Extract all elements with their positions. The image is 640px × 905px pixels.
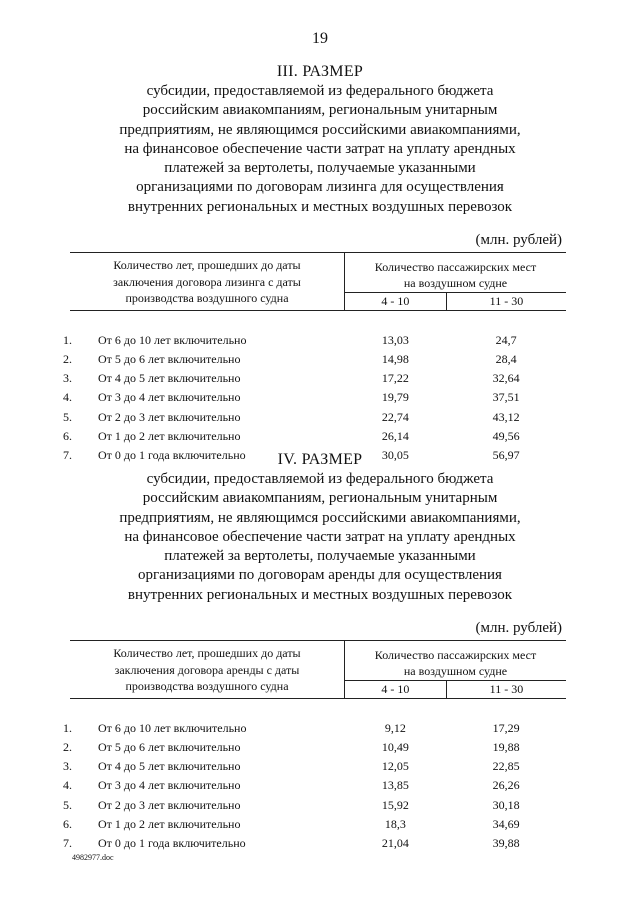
subsidy-table xyxy=(63,252,566,465)
page-number: 19 xyxy=(312,30,328,47)
row-label: От 6 до 10 лет включительно xyxy=(98,720,247,735)
row-number: 1. xyxy=(63,720,72,735)
row-number: 6. xyxy=(63,428,72,443)
value-4-10: 17,22 xyxy=(381,371,409,386)
header-line: производства воздушного судна xyxy=(125,679,289,694)
header-col-4-10: 4 - 10 xyxy=(345,293,447,311)
value-4-10: 22,74 xyxy=(381,409,409,424)
row-label: От 2 до 3 лет включительно xyxy=(98,409,241,424)
value-4-10: 13,03 xyxy=(381,332,409,347)
header-years xyxy=(70,641,345,699)
unit-label: (млн. рублей) xyxy=(475,232,562,249)
row-number: 7. xyxy=(63,448,72,463)
row-number: 2. xyxy=(63,740,72,755)
row-label: От 1 до 2 лет включительно xyxy=(98,816,241,831)
table-row xyxy=(70,776,566,795)
table-row xyxy=(70,834,566,853)
value-11-30: 56,97 xyxy=(492,448,520,463)
row-label: От 0 до 1 года включительно xyxy=(98,836,246,851)
section-rental xyxy=(0,450,640,853)
header-line: Количество пассажирских мест xyxy=(374,259,537,274)
value-11-30: 39,88 xyxy=(492,836,520,851)
value-4-10: 26,14 xyxy=(381,428,409,443)
unit-label: (млн. рублей) xyxy=(475,620,562,637)
table-row xyxy=(70,331,566,350)
description-line: субсидии, предоставляемой из федерального бюджета xyxy=(146,471,494,487)
value-4-10: 13,85 xyxy=(381,778,409,793)
section-description xyxy=(60,470,580,605)
row-number: 5. xyxy=(63,797,72,812)
description-line: внутренних региональных и местных воздушных перевозок xyxy=(127,586,513,603)
header-line: заключения договора аренды с даты xyxy=(114,662,300,677)
row-label: От 5 до 6 лет включительно xyxy=(98,352,241,367)
description-line: субсидии, предоставляемой из федерального бюджета xyxy=(146,83,494,99)
row-number: 3. xyxy=(63,759,72,774)
description-line: платежей за вертолеты, получаемые указанными xyxy=(164,548,476,565)
table-row xyxy=(70,350,566,369)
table-row xyxy=(70,388,566,407)
description-line: на финансовое обеспечение части затрат на уплату арендных xyxy=(124,528,516,545)
value-4-10: 21,04 xyxy=(381,836,409,851)
row-label: От 4 до 5 лет включительно xyxy=(98,759,241,774)
description-line: российским авиакомпаниям, региональным унитарным xyxy=(142,102,498,119)
description-line: организациями по договорам лизинга для осуществления xyxy=(136,179,504,196)
table-row xyxy=(70,738,566,757)
row-label: От 3 до 4 лет включительно xyxy=(98,390,241,405)
value-11-30: 34,69 xyxy=(492,816,520,831)
row-label: От 4 до 5 лет включительно xyxy=(98,371,241,386)
description-line: на финансовое обеспечение части затрат на уплату арендных xyxy=(124,140,516,157)
header-line: на воздушном судне xyxy=(403,275,508,290)
header-line: производства воздушного судна xyxy=(125,291,289,306)
row-label: От 5 до 6 лет включительно xyxy=(98,740,241,755)
section-description xyxy=(60,82,580,217)
header-line: Количество пассажирских мест xyxy=(374,647,537,662)
description-line: российским авиакомпаниям, региональным унитарным xyxy=(142,490,498,507)
header-col-11-30: 11 - 30 xyxy=(446,293,566,311)
header-years xyxy=(70,253,345,311)
document-filename: 4982977.doc xyxy=(72,853,114,862)
section-leasing xyxy=(0,62,640,465)
value-11-30: 22,85 xyxy=(492,759,520,774)
header-line: Количество лет, прошедших до даты xyxy=(113,258,301,273)
row-number: 2. xyxy=(63,352,72,367)
value-11-30: 32,64 xyxy=(492,371,520,386)
value-11-30: 49,56 xyxy=(492,428,520,443)
value-4-10: 10,49 xyxy=(381,740,409,755)
row-number: 4. xyxy=(63,390,72,405)
description-line: внутренних региональных и местных воздушных перевозок xyxy=(127,198,513,215)
value-11-30: 24,7 xyxy=(495,332,517,347)
value-11-30: 30,18 xyxy=(492,797,520,812)
value-11-30: 43,12 xyxy=(492,409,520,424)
value-4-10: 19,79 xyxy=(381,390,409,405)
row-number: 4. xyxy=(63,778,72,793)
row-number: 7. xyxy=(63,836,72,851)
row-label: От 6 до 10 лет включительно xyxy=(98,332,247,347)
table-row xyxy=(70,757,566,776)
row-number: 1. xyxy=(63,332,72,347)
value-4-10: 9,12 xyxy=(384,720,406,735)
header-col-4-10: 4 - 10 xyxy=(345,681,447,699)
section-title: IV. РАЗМЕР xyxy=(277,451,363,468)
row-number: 6. xyxy=(63,816,72,831)
section-title: III. РАЗМЕР xyxy=(276,63,364,80)
subsidy-table xyxy=(63,640,566,853)
row-number: 3. xyxy=(63,371,72,386)
value-11-30: 37,51 xyxy=(492,390,520,405)
row-number: 5. xyxy=(63,409,72,424)
description-line: платежей за вертолеты, получаемые указанными xyxy=(164,160,476,177)
row-label: От 1 до 2 лет включительно xyxy=(98,428,241,443)
header-seats xyxy=(345,253,567,293)
header-seats xyxy=(345,641,567,681)
value-4-10: 30,05 xyxy=(381,448,409,463)
description-line: предприятиям, не являющимся российскими авиакомпаниями, xyxy=(119,509,521,526)
description-line: организациями по договорам аренды для осуществления xyxy=(138,567,502,584)
row-label: От 3 до 4 лет включительно xyxy=(98,778,241,793)
value-11-30: 26,26 xyxy=(492,778,520,793)
value-4-10: 18,3 xyxy=(384,816,406,831)
value-4-10: 12,05 xyxy=(381,759,409,774)
table-row xyxy=(70,795,566,814)
table-row xyxy=(70,815,566,834)
description-line: предприятиям, не являющимся российскими авиакомпаниями, xyxy=(119,121,521,138)
table-row xyxy=(70,427,566,446)
header-line: Количество лет, прошедших до даты xyxy=(113,646,301,661)
value-4-10: 14,98 xyxy=(381,352,409,367)
header-line: заключения договора лизинга с даты xyxy=(113,274,301,289)
value-11-30: 17,29 xyxy=(492,720,520,735)
value-11-30: 19,88 xyxy=(492,740,520,755)
header-line: на воздушном судне xyxy=(403,663,508,678)
header-col-11-30: 11 - 30 xyxy=(446,681,566,699)
value-4-10: 15,92 xyxy=(381,797,409,812)
value-11-30: 28,4 xyxy=(495,352,517,367)
table-row xyxy=(70,719,566,738)
table-row xyxy=(70,407,566,426)
row-label: От 0 до 1 года включительно xyxy=(98,448,246,463)
table-row xyxy=(70,369,566,388)
row-label: От 2 до 3 лет включительно xyxy=(98,797,241,812)
